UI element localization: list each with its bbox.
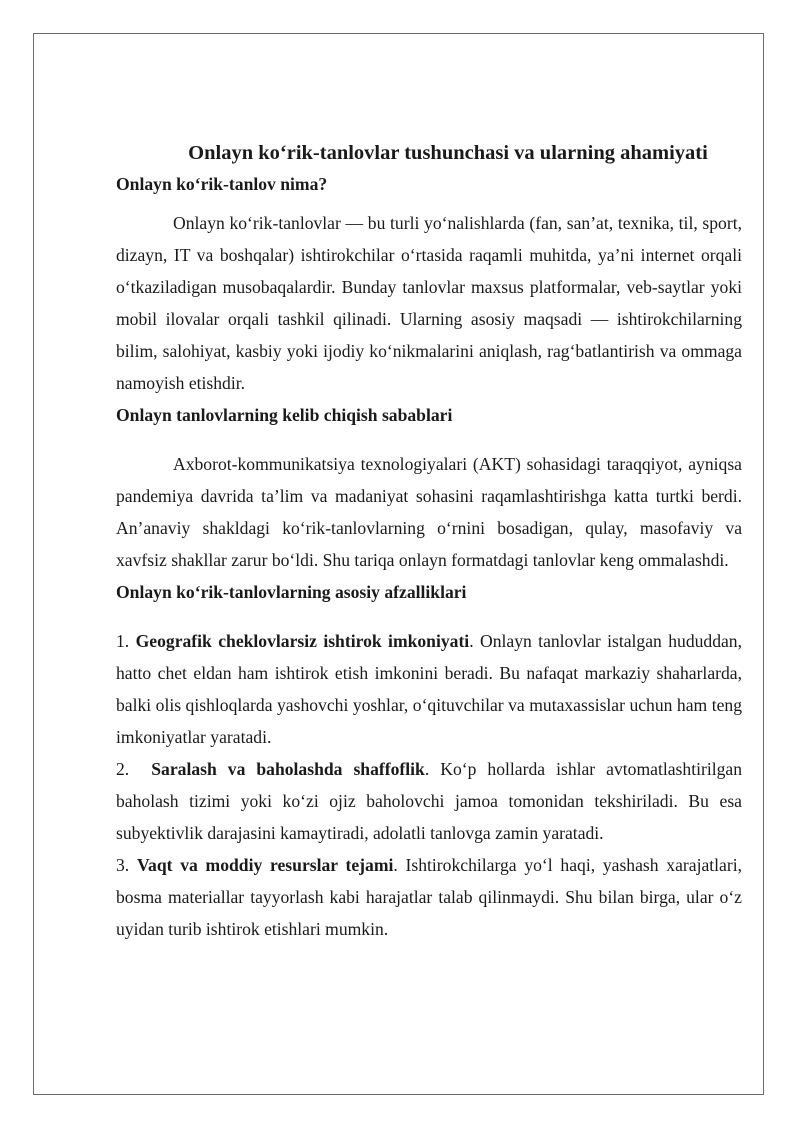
- document-body: [116, 138, 742, 945]
- list-item-title: Vaqt va moddiy resurslar tejami: [136, 855, 394, 875]
- section-heading-what-is: Onlayn koʻrik-tanlov nima?: [116, 174, 328, 194]
- list-item: [116, 753, 742, 849]
- advantages-list: [116, 625, 742, 945]
- list-item: [116, 625, 742, 753]
- list-item-text: . Onlayn tanlovlar istalgan hududdan, hatto chet eldan ham ishtirok etish imkonini beradi. Bu nafaqat markaziy shaharlarda, balki olis qishloqlarda yashovchi yoshlar, oʻqituvchilar va mutaxassislar uchun ham teng imkoniyatlar yaratadi.: [116, 631, 743, 747]
- list-item-title: Geografik cheklovlarsiz ishtirok imkoniyati: [135, 631, 470, 651]
- list-item-number: 1.: [116, 631, 130, 651]
- list-item: [116, 849, 742, 945]
- list-item-title: Saralash va baholashda shaffoflik: [151, 759, 425, 779]
- paragraph-definition: Onlayn koʻrik-tanlovlar — bu turli yoʻnalishlarda (fan, san’at, texnika, til, sport, dizayn, IT va boshqalar) ishtirokchilar oʻrtasida raqamli muhitda, ya’ni internet orqali oʻtkaziladigan musobaqalardir. Bunday tanlovlar maxsus platformalar, veb-saytlar yoki mobil ilovalar orqali tashkil qilinadi. Ularning asosiy maqsadi — ishtirokchilarning bilim, salohiyat, kasbiy yoki ijodiy koʻnikmalarini aniqlash, ragʻbatlantirish va ommaga namoyish etishdir.: [116, 213, 742, 393]
- list-item-number: 3.: [116, 855, 130, 875]
- list-item-number: 2.: [116, 759, 130, 779]
- list-item-text: . Ishtirokchilarga yoʻl haqi, yashash xarajatlari, bosma materiallar tayyorlash kabi harajatlar talab qilinmaydi. Shu bilan birga, ular oʻz uyidan turib ishtirok etishlari mumkin.: [116, 855, 742, 939]
- section-heading-origins: Onlayn tanlovlarning kelib chiqish sabablari: [116, 405, 453, 425]
- paragraph-origins: Axborot-kommunikatsiya texnologiyalari (AKT) sohasidagi taraqqiyot, ayniqsa pandemiya davrida ta’lim va madaniyat sohasini raqamlashtirishga katta turtki berdi. An’anaviy shakldagi koʻrik-tanlovlarning oʻrnini bosadigan, qulay, masofaviy va xavfsiz shakllar zarur boʻldi. Shu tariqa onlayn formatdagi tanlovlar keng ommalashdi.: [116, 454, 742, 570]
- document-title: Onlayn koʻrik-tanlovlar tushunchasi va ularning ahamiyati: [188, 142, 708, 164]
- list-item-text: . Koʻp hollarda ishlar avtomatlashtirilgan baholash tizimi yoki koʻzi ojiz baholovchi jamoa tomonidan tekshiriladi. Bu esa subyektivlik darajasini kamaytiradi, adolatli tanlovga zamin yaratadi.: [116, 759, 743, 843]
- section-heading-advantages: Onlayn koʻrik-tanlovlarning asosiy afzalliklari: [116, 582, 467, 602]
